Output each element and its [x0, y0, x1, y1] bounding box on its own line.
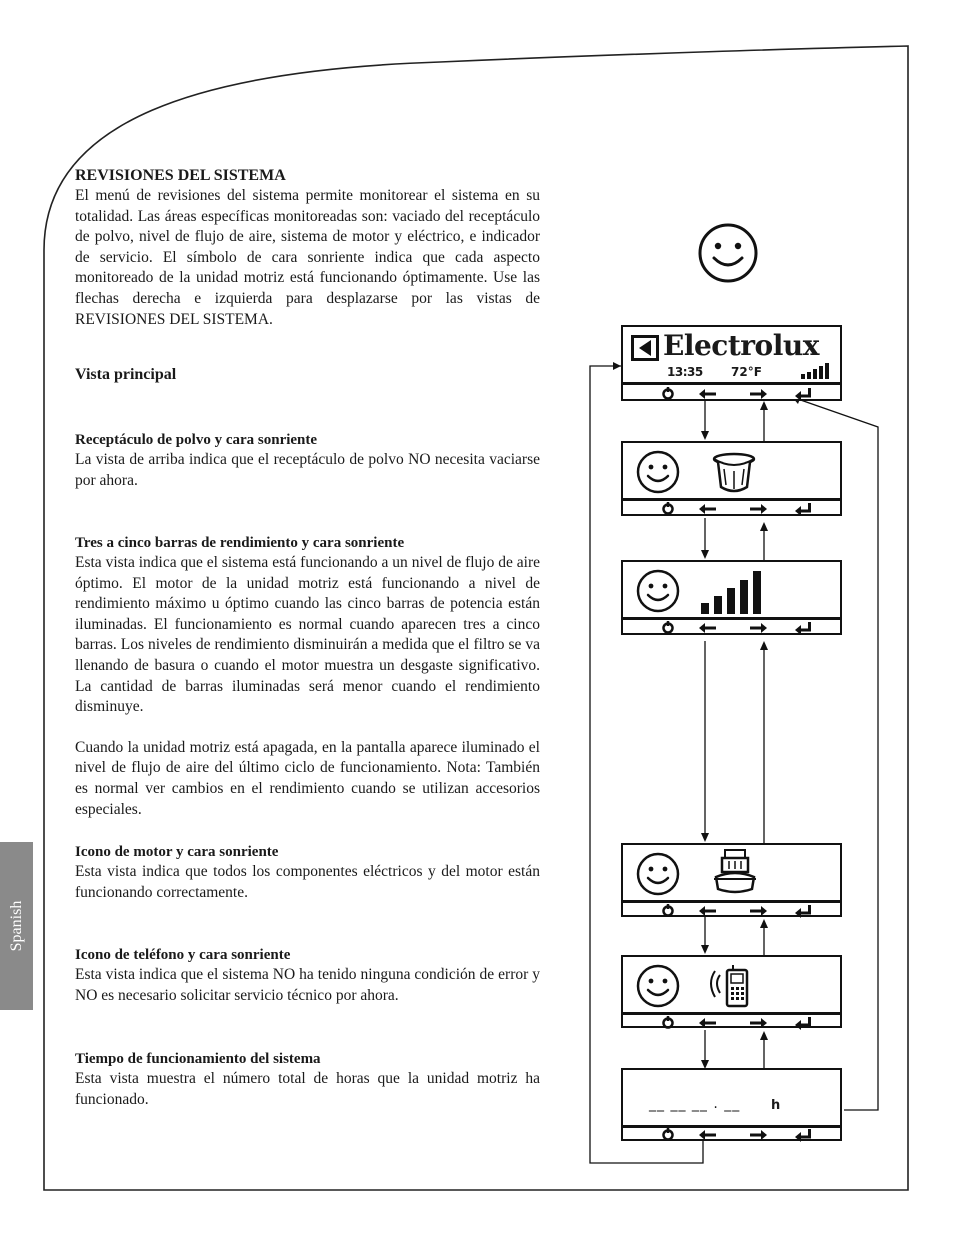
display-runtime-view — [621, 1068, 842, 1141]
power-icon — [661, 1128, 679, 1142]
right-arrow-icon — [749, 904, 767, 918]
item-body: La vista de arriba indica que el receptáculo de polvo NO necesita vaciarse por ahora. — [75, 451, 540, 489]
motor-icon — [711, 847, 761, 895]
item-phone — [75, 945, 540, 1006]
left-arrow-icon — [699, 1128, 717, 1142]
language-tab — [0, 842, 33, 1010]
display-dust-view — [621, 441, 842, 516]
left-arrow-icon — [699, 387, 717, 401]
item-body: Esta vista indica que el sistema está funcionando a un nivel de flujo de aire óptimo. El motor de la unidad motriz está funcionando a nivel de rendimiento máximo u óptimo cuando las cinco barras de potencia están iluminadas. El funcionamiento es normal cuando aparecen tres a cinco barras. Los niveles de rendimiento disminuirán a medida que el filtro se va llenando de basura o cuando el motor muestra un desgaste significativo. La cantidad de barras iluminadas será menor cuando el rendimiento disminuye. — [75, 554, 540, 716]
right-arrow-icon — [749, 502, 767, 516]
item-dust — [75, 430, 540, 491]
power-icon — [661, 904, 679, 918]
clock-readout: 13:35 — [667, 365, 703, 379]
power-icon — [661, 387, 679, 401]
smiley-icon — [635, 449, 681, 495]
language-tab-label: Spanish — [7, 900, 25, 952]
item-body: Esta vista indica que todos los componentes eléctricos y del motor están funcionando correctamente. — [75, 863, 540, 901]
hours-readout: __ __ __ . __ — [649, 1096, 741, 1112]
enter-icon — [795, 1128, 813, 1142]
brand-name: Electrolux — [663, 329, 819, 362]
item-performance — [75, 533, 540, 820]
dust-container-icon — [711, 451, 757, 495]
main-view-block — [75, 365, 540, 386]
enter-icon — [795, 904, 813, 918]
item-heading: Tiempo de funcionamiento del sistema — [75, 1051, 321, 1067]
power-icon — [661, 502, 679, 516]
enter-icon — [795, 387, 813, 401]
item-heading: Icono de teléfono y cara sonriente — [75, 947, 291, 963]
left-arrow-icon — [699, 904, 717, 918]
hours-unit: h — [771, 1098, 781, 1113]
display-motor-view — [621, 843, 842, 917]
display-phone-view — [621, 955, 842, 1028]
item-runtime — [75, 1049, 540, 1110]
display-performance-view — [621, 560, 842, 635]
phone-icon — [705, 961, 759, 1009]
smiley-icon — [635, 851, 681, 897]
navigation-keys — [623, 1128, 840, 1142]
section-intro: El menú de revisiones del sistema permite monitorear el sistema en su totalidad. Las áreas específicas monitoreadas son: vaciado del receptáculo de polvo, nivel de flujo de aire, sistema de motor y eléctrico, e indicador de servicio. El símbolo de cara sonriente indica que cada aspecto monitoreado de la unidad motriz está funcionando óptimamente. Use las flechas derecha e izquierda para desplazarse por las vistas de REVISIONES DEL SISTEMA. — [75, 187, 540, 328]
navigation-keys — [623, 621, 840, 635]
navigation-keys — [623, 1016, 840, 1030]
performance-bars-icon — [699, 568, 769, 616]
right-arrow-icon — [749, 387, 767, 401]
left-arrow-icon — [699, 621, 717, 635]
right-arrow-icon — [749, 1016, 767, 1030]
enter-icon — [795, 502, 813, 516]
smiley-icon — [697, 222, 759, 284]
item-body: Esta vista muestra el número total de horas que la unidad motriz ha funcionado. — [75, 1070, 540, 1108]
item-heading: Icono de motor y cara sonriente — [75, 844, 279, 860]
navigation-keys — [623, 904, 840, 918]
power-icon — [661, 621, 679, 635]
enter-icon — [795, 1016, 813, 1030]
navigation-keys — [623, 502, 840, 516]
signal-icon — [799, 361, 839, 381]
temperature-readout: 72°F — [731, 365, 762, 379]
item-heading: Receptáculo de polvo y cara sonriente — [75, 432, 318, 448]
item-body: Esta vista indica que el sistema NO ha tenido ninguna condición de error y NO es necesario solicitar servicio técnico por ahora. — [75, 966, 540, 1004]
navigation-keys — [623, 387, 840, 401]
electrolux-logo-icon — [631, 335, 659, 361]
smiley-icon — [635, 963, 681, 1009]
item-motor — [75, 842, 540, 903]
main-view-heading: Vista principal — [75, 366, 177, 383]
power-icon — [661, 1016, 679, 1030]
right-arrow-icon — [749, 1128, 767, 1142]
display-main-view — [621, 325, 842, 401]
left-arrow-icon — [699, 1016, 717, 1030]
right-arrow-icon — [749, 621, 767, 635]
section-revisiones — [75, 166, 540, 330]
item-heading: Tres a cinco barras de rendimiento y cara sonriente — [75, 535, 405, 551]
smiley-icon — [635, 568, 681, 614]
left-arrow-icon — [699, 502, 717, 516]
section-title: REVISIONES DEL SISTEMA — [75, 167, 286, 184]
enter-icon — [795, 621, 813, 635]
item-body-note: Cuando la unidad motriz está apagada, en la pantalla aparece iluminado el nivel de flujo de aire del último ciclo de funcionamiento. Nota: También es normal ver cambios en el rendimiento cuando se utilizan accesorios especiales. — [75, 738, 540, 818]
